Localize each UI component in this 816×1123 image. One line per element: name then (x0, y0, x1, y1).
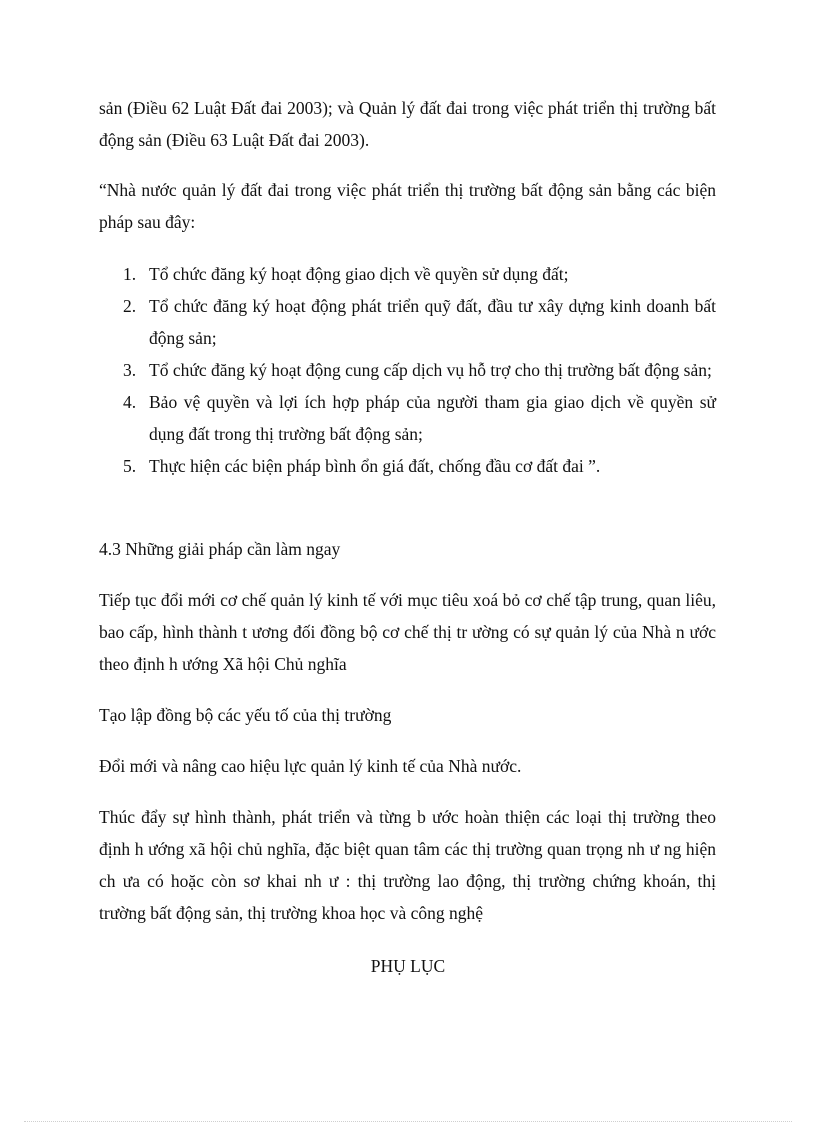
list-item (99, 258, 716, 290)
list-item-number: 2. (123, 296, 137, 316)
list-item (99, 354, 716, 386)
list-item (99, 450, 716, 482)
list-item-text: Tổ chức đăng ký hoạt động cung cấp dịch vụ hỗ trợ cho thị trường bất động sản; (149, 360, 712, 380)
list-item-number: 3. (123, 360, 137, 380)
paragraph-market-development: Thúc đẩy sự hình thành, phát triển và từng b ước hoàn thiện các loại thị trường theo định h ướng xã hội chủ nghĩa, đặc biệt quan tâm các thị trường quan trọng nh ư ng hiện ch ưa có hoặc còn sơ khai nh ư : thị trường lao động, thị trường chứng khoán, thị trường bất động sản, thị trường khoa học và công nghệ (99, 807, 716, 923)
section-heading: 4.3 Những giải pháp cần làm ngay (99, 539, 341, 559)
list-item-text: Thực hiện các biện pháp bình ổn giá đất, chống đầu cơ đất đai ”. (149, 456, 601, 476)
page-bottom-divider (24, 1121, 792, 1122)
list-item-text: Tổ chức đăng ký hoạt động giao dịch về quyền sử dụng đất; (149, 264, 569, 284)
list-item (99, 290, 716, 354)
list-item-number: 4. (123, 392, 137, 412)
list-item-text: Tổ chức đăng ký hoạt động phát triển quỹ đất, đầu tư xây dựng kinh doanh bất động sản; (149, 296, 716, 348)
appendix-heading: PHỤ LỤC (370, 956, 446, 976)
paragraph-management: Đổi mới và nâng cao hiệu lực quản lý kinh tế của Nhà nước. (99, 756, 522, 776)
list-item-text: Bảo vệ quyền và lợi ích hợp pháp của người tham gia giao dịch về quyền sử dụng đất trong thị trường bất động sản; (149, 392, 716, 444)
paragraph-market-factors: Tạo lập đồng bộ các yếu tố của thị trường (99, 705, 392, 725)
paragraph-reform: Tiếp tục đổi mới cơ chế quản lý kinh tế với mục tiêu xoá bỏ cơ chế tập trung, quan liêu, bao cấp, hình thành t ương đối đồng bộ cơ chế thị tr ường có sự quản lý của Nhà n ước theo định h ướng Xã hội Chủ nghĩa (99, 590, 716, 674)
paragraph-quote-lead: “Nhà nước quản lý đất đai trong việc phát triển thị trường bất động sản bằng các biện pháp sau đây: (99, 180, 716, 232)
paragraph-intro: sản (Điều 62 Luật Đất đai 2003); và Quản lý đất đai trong việc phát triển thị trường bất động sản (Điều 63 Luật Đất đai 2003). (99, 98, 716, 150)
measures-list (99, 258, 716, 482)
list-item-number: 1. (123, 264, 137, 284)
list-item (99, 386, 716, 450)
list-item-number: 5. (123, 456, 137, 476)
